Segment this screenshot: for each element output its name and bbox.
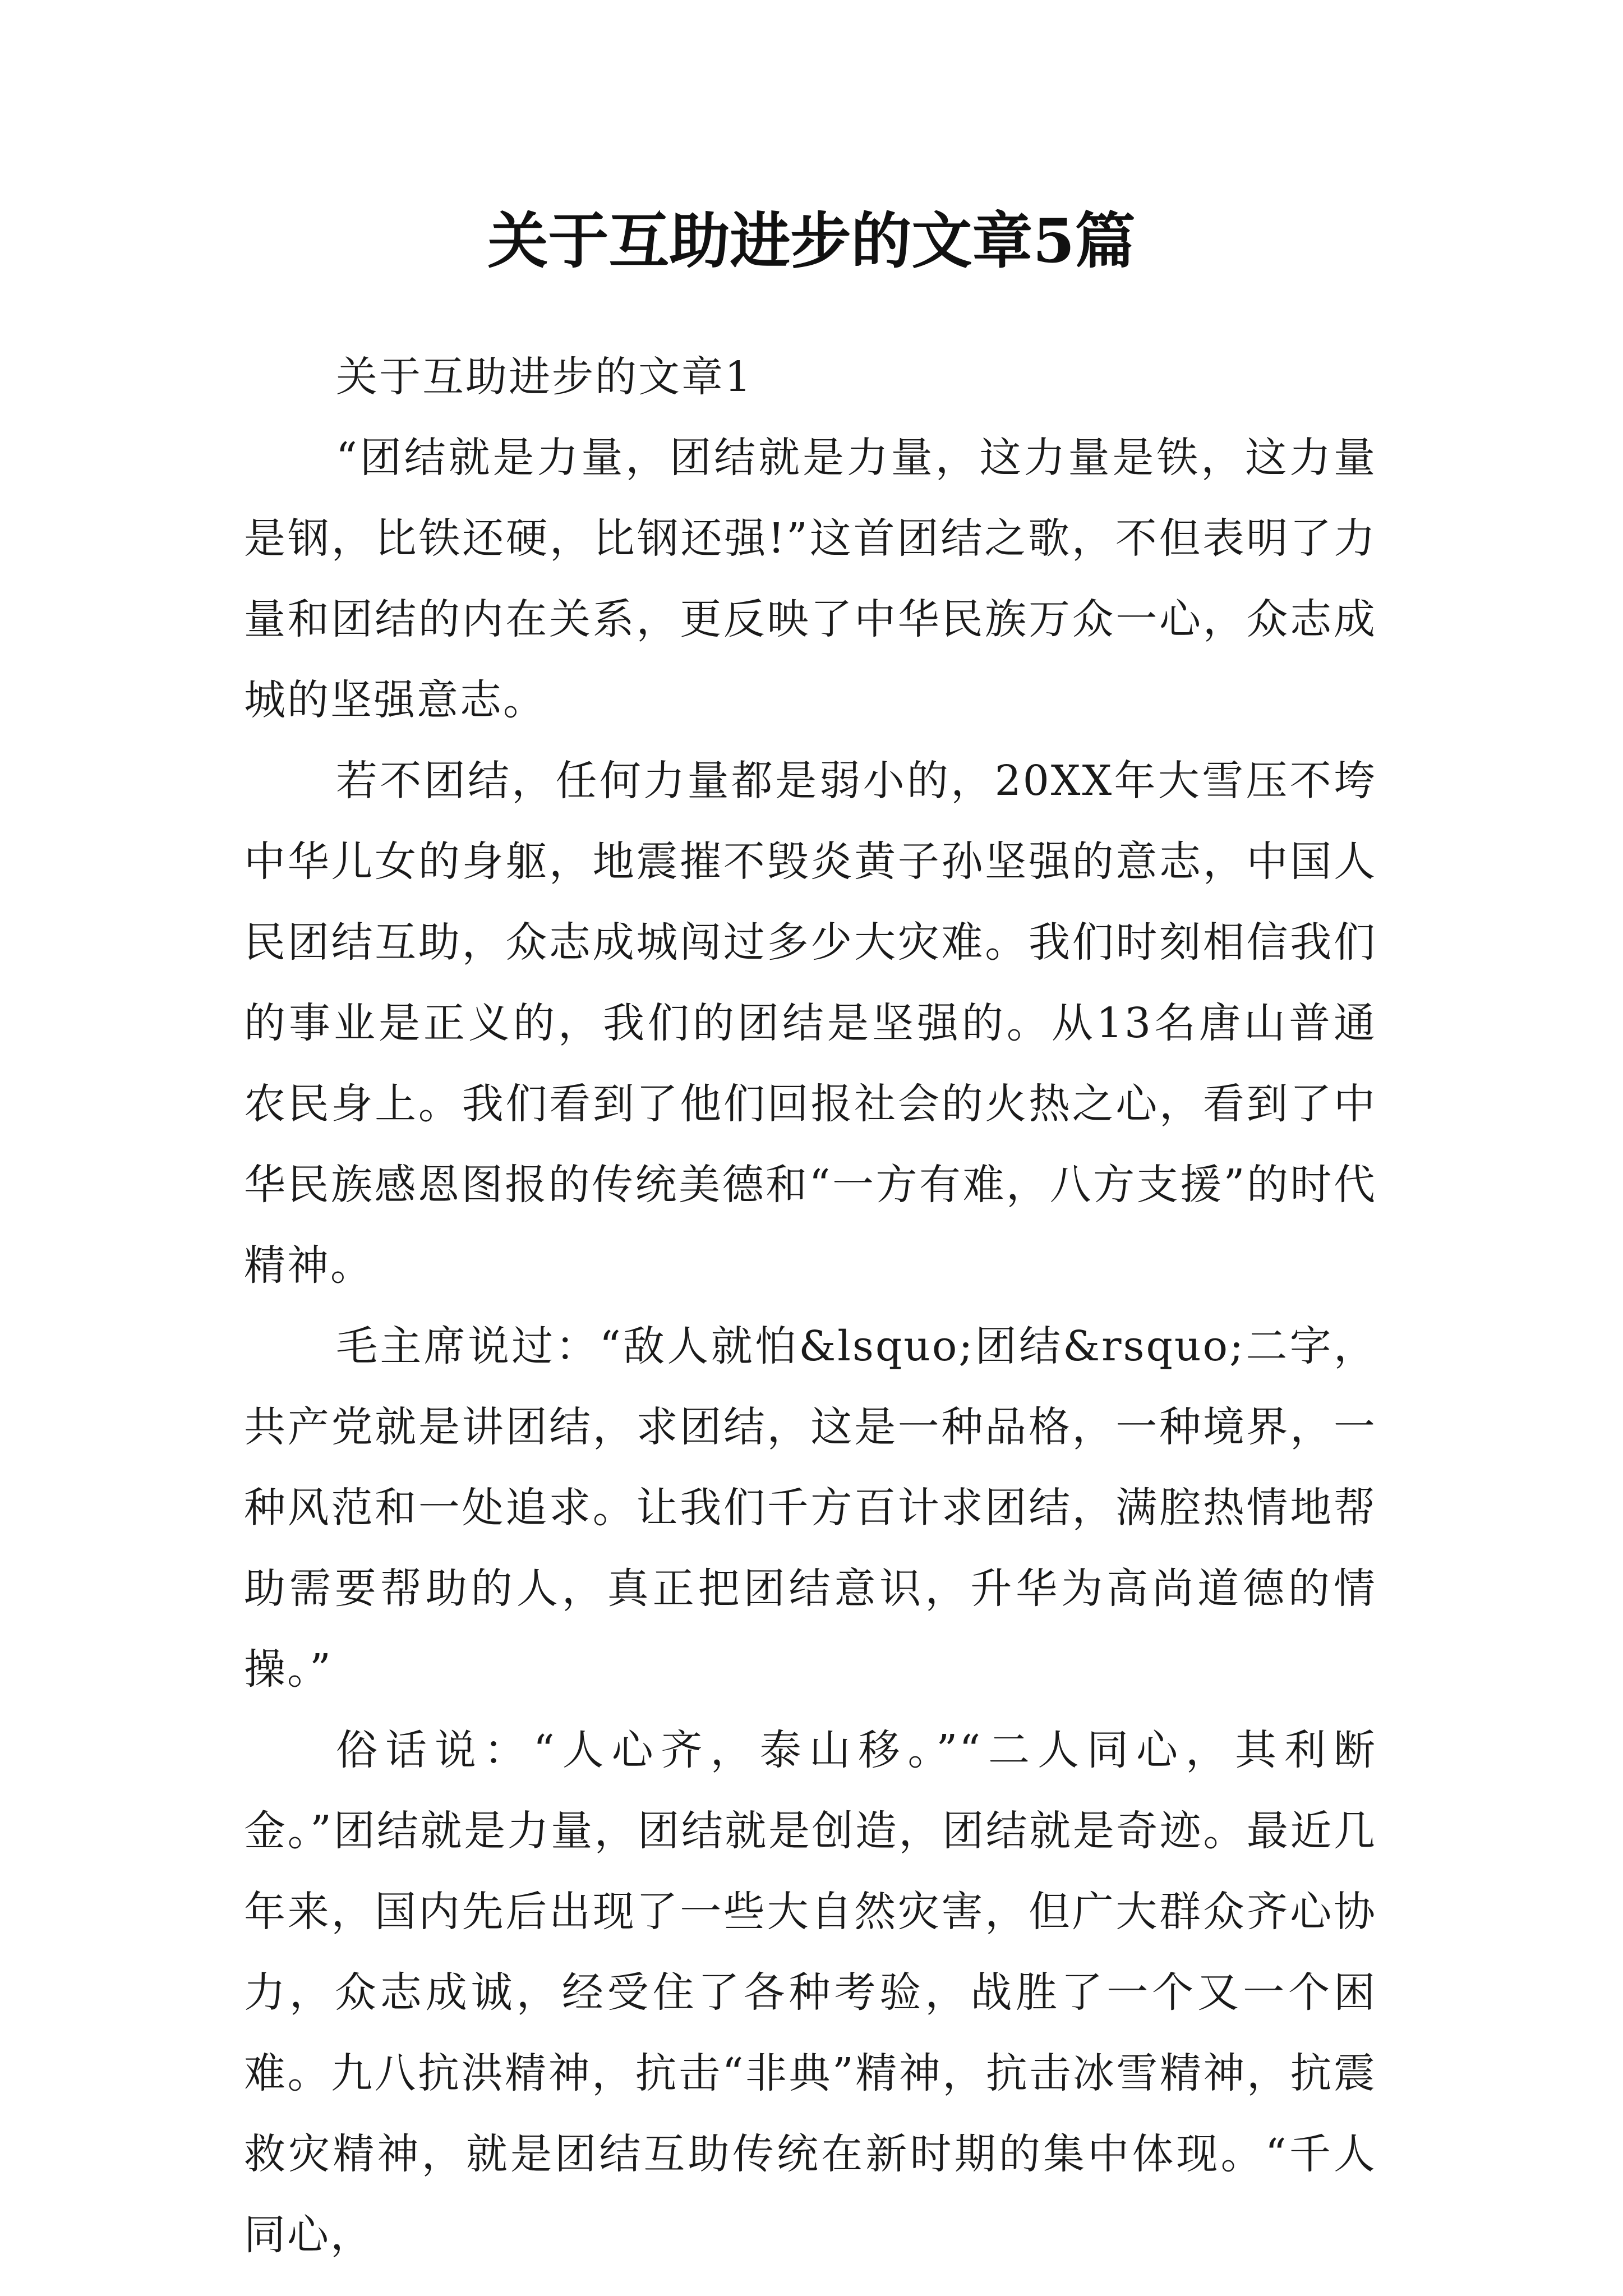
document-body xyxy=(244,337,1377,2275)
paragraph: 毛主席说过：“敌人就怕&lsquo;团结&rsquo;二字，共产党就是讲团结，求团结，这是一种品格，一种境界，一种风范和一处追求。让我们千方百计求团结，满腔热情地帮助需要帮助的人，真正把团结意识，升华为高尚道德的情操。” xyxy=(244,1322,1377,1694)
paragraph: “团结就是力量，团结就是力量，这力量是铁，这力量是钢，比铁还硬，比钢还强!”这首团结之歌，不但表明了力量和团结的内在关系，更反映了中华民族万众一心，众志成城的坚强意志。 xyxy=(244,434,1377,724)
section-heading: 关于互助进步的文章1 xyxy=(336,353,753,401)
paragraph: 俗话说：“人心齐，泰山移。”“二人同心，其利断金。”团结就是力量，团结就是创造，团结就是奇迹。最近几年来，国内先后出现了一些大自然灾害，但广大群众齐心协力，众志成诚，经受住了各种考验，战胜了一个又一个困难。九八抗洪精神，抗击“非典”精神，抗击冰雪精神，抗震救灾精神，就是团结互助传统在新时期的集中体现。“千人同心， xyxy=(244,1726,1377,2259)
document-title: 关于互助进步的文章5篇 xyxy=(487,206,1136,277)
paragraph: 若不团结，任何力量都是弱小的，20XX年大雪压不垮中华儿女的身躯，地震摧不毁炎黄子孙坚强的意志，中国人民团结互助，众志成城闯过多少大灾难。我们时刻相信我们的事业是正义的，我们的团结是坚强的。从13名唐山普通农民身上。我们看到了他们回报社会的火热之心，看到了中华民族感恩图报的传统美德和“一方有难，八方支援”的时代精神。 xyxy=(244,757,1377,1290)
